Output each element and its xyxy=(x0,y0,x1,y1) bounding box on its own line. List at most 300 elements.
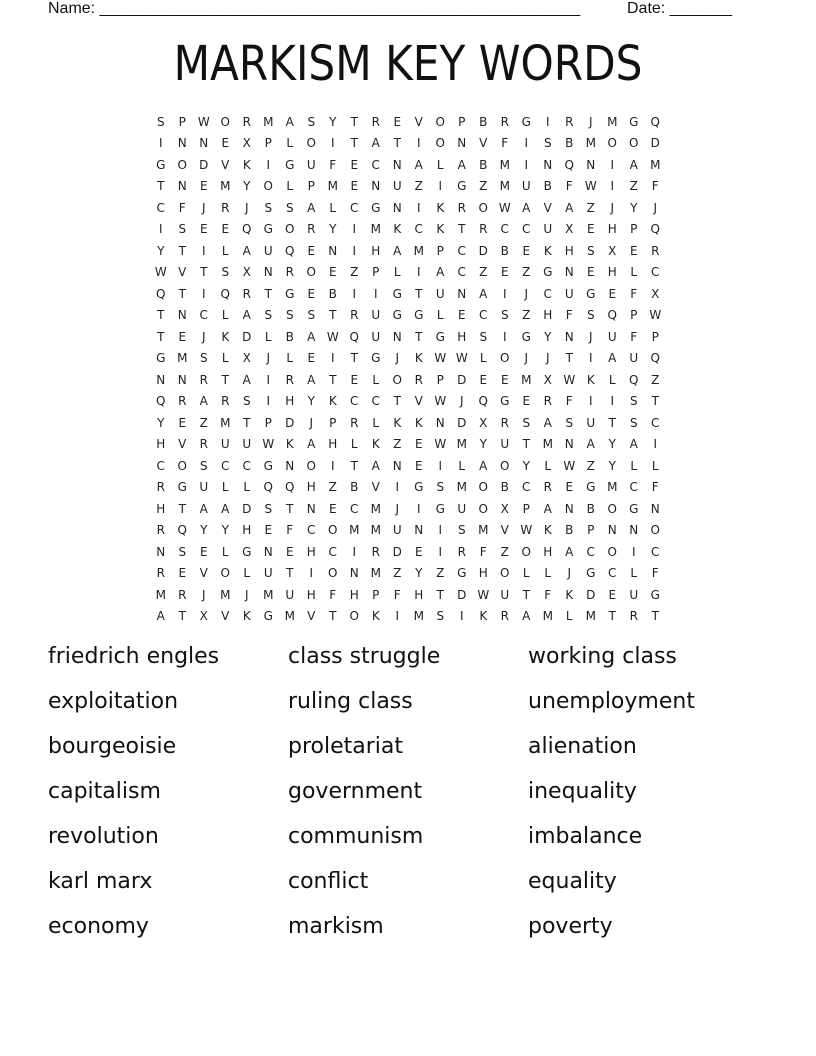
grid-letter: I xyxy=(438,179,443,194)
grid-letter: I xyxy=(610,157,615,172)
grid-letter: E xyxy=(608,286,617,301)
grid-letter: I xyxy=(438,523,443,538)
grid-letter: A xyxy=(479,286,488,301)
grid-letter: I xyxy=(395,609,400,624)
grid-letter: W xyxy=(649,308,662,323)
grid-row xyxy=(150,305,670,327)
grid-letter: N xyxy=(199,136,209,151)
grid-letter: C xyxy=(242,458,251,473)
grid-letter: T xyxy=(264,286,272,301)
grid-letter: Q xyxy=(564,157,574,172)
grid-letter: F xyxy=(544,587,552,602)
grid-letter: U xyxy=(242,437,252,452)
grid-letter: V xyxy=(178,437,187,452)
grid-letter: G xyxy=(392,286,402,301)
grid-letter: J xyxy=(201,587,206,602)
grid-letter: Q xyxy=(263,480,273,495)
grid-letter: U xyxy=(629,351,639,366)
grid-letter: G xyxy=(435,329,445,344)
grid-letter: T xyxy=(651,609,659,624)
grid-row xyxy=(150,412,670,434)
grid-letter: I xyxy=(266,372,271,387)
grid-letter: L xyxy=(565,609,573,624)
word-list-item: communism xyxy=(288,824,424,849)
grid-letter: G xyxy=(371,351,381,366)
grid-letter: G xyxy=(177,480,187,495)
grid-row xyxy=(150,240,670,262)
grid-letter: V xyxy=(414,114,423,129)
grid-letter: N xyxy=(607,523,617,538)
grid-letter: D xyxy=(650,136,660,151)
grid-letter: T xyxy=(157,308,165,323)
grid-letter: R xyxy=(178,394,187,409)
grid-letter: Q xyxy=(242,222,252,237)
grid-letter: S xyxy=(199,458,208,473)
grid-letter: P xyxy=(264,415,272,430)
grid-letter: G xyxy=(263,458,273,473)
grid-letter: A xyxy=(565,544,574,559)
grid-letter: I xyxy=(502,329,507,344)
grid-letter: L xyxy=(372,372,380,387)
grid-letter: D xyxy=(478,243,488,258)
grid-letter: E xyxy=(350,179,359,194)
grid-letter: O xyxy=(478,200,488,215)
grid-letter: T xyxy=(329,609,337,624)
grid-letter: P xyxy=(372,265,380,280)
grid-letter: A xyxy=(199,501,208,516)
grid-letter: N xyxy=(629,523,639,538)
grid-letter: J xyxy=(524,286,529,301)
grid-letter: O xyxy=(435,136,445,151)
grid-letter: E xyxy=(199,222,208,237)
grid-letter: E xyxy=(457,308,466,323)
grid-letter: V xyxy=(500,523,509,538)
grid-letter: N xyxy=(328,243,338,258)
grid-letter: Z xyxy=(199,415,208,430)
grid-row xyxy=(150,606,670,628)
grid-letter: L xyxy=(329,200,337,215)
grid-letter: B xyxy=(586,501,595,516)
grid-letter: X xyxy=(242,351,251,366)
grid-letter: N xyxy=(457,286,467,301)
grid-letter: G xyxy=(650,587,660,602)
grid-letter: B xyxy=(350,480,359,495)
grid-letter: U xyxy=(220,437,230,452)
grid-letter: I xyxy=(330,136,335,151)
grid-letter: R xyxy=(543,394,552,409)
grid-letter: I xyxy=(588,351,593,366)
grid-letter: F xyxy=(329,587,337,602)
grid-letter: K xyxy=(242,157,251,172)
grid-letter: M xyxy=(220,415,231,430)
grid-letter: Q xyxy=(607,308,617,323)
grid-letter: I xyxy=(588,394,593,409)
grid-letter: Q xyxy=(156,394,166,409)
grid-letter: D xyxy=(586,587,596,602)
grid-letter: J xyxy=(567,566,572,581)
grid-letter: F xyxy=(501,136,509,151)
grid-letter: M xyxy=(542,437,553,452)
grid-letter: H xyxy=(306,587,316,602)
grid-letter: T xyxy=(200,265,208,280)
grid-letter: U xyxy=(392,179,402,194)
grid-letter: G xyxy=(586,566,596,581)
grid-letter: L xyxy=(221,351,229,366)
grid-letter: Q xyxy=(650,222,660,237)
grid-letter: B xyxy=(328,286,337,301)
grid-letter: S xyxy=(285,308,294,323)
grid-letter: G xyxy=(629,501,639,516)
grid-letter: W xyxy=(434,394,447,409)
grid-letter: R xyxy=(371,114,380,129)
grid-letter: E xyxy=(221,136,230,151)
grid-letter: P xyxy=(458,114,466,129)
grid-letter: K xyxy=(371,437,380,452)
grid-letter: E xyxy=(307,286,316,301)
grid-letter: A xyxy=(436,265,445,280)
grid-letter: T xyxy=(393,394,401,409)
grid-letter: Z xyxy=(586,200,595,215)
grid-letter: M xyxy=(370,501,381,516)
word-list-item: poverty xyxy=(528,914,613,939)
grid-letter: D xyxy=(457,372,467,387)
grid-letter: T xyxy=(522,587,530,602)
grid-letter: M xyxy=(499,157,510,172)
grid-letter: J xyxy=(244,200,249,215)
word-list-item: ruling class xyxy=(288,689,413,714)
grid-letter: R xyxy=(221,394,230,409)
grid-letter: Q xyxy=(629,372,639,387)
grid-letter: T xyxy=(415,329,423,344)
grid-letter: J xyxy=(266,351,271,366)
grid-letter: I xyxy=(438,544,443,559)
grid-letter: M xyxy=(327,179,338,194)
grid-letter: P xyxy=(630,308,638,323)
grid-letter: W xyxy=(434,437,447,452)
grid-letter: T xyxy=(157,329,165,344)
grid-letter: Z xyxy=(651,372,660,387)
grid-letter: B xyxy=(565,523,574,538)
grid-letter: N xyxy=(435,415,445,430)
grid-letter: P xyxy=(178,114,186,129)
grid-letter: T xyxy=(286,501,294,516)
grid-row xyxy=(150,197,670,219)
grid-letter: C xyxy=(156,200,165,215)
grid-letter: S xyxy=(307,308,316,323)
grid-letter: G xyxy=(156,157,166,172)
grid-letter: K xyxy=(221,329,230,344)
grid-letter: N xyxy=(564,329,574,344)
grid-letter: O xyxy=(220,114,230,129)
grid-letter: H xyxy=(543,544,553,559)
grid-letter: J xyxy=(244,587,249,602)
grid-letter: B xyxy=(565,136,574,151)
grid-row xyxy=(150,111,670,133)
grid-letter: G xyxy=(414,480,424,495)
grid-letter: P xyxy=(522,501,530,516)
grid-letter: F xyxy=(565,394,573,409)
grid-letter: A xyxy=(371,458,380,473)
grid-letter: K xyxy=(393,415,402,430)
word-list-item: class struggle xyxy=(288,644,441,669)
grid-letter: M xyxy=(263,587,274,602)
grid-letter: D xyxy=(242,329,252,344)
grid-letter: A xyxy=(522,609,531,624)
grid-letter: H xyxy=(328,437,338,452)
grid-letter: J xyxy=(653,200,658,215)
grid-letter: D xyxy=(242,501,252,516)
grid-letter: W xyxy=(154,265,167,280)
grid-letter: G xyxy=(263,609,273,624)
grid-letter: W xyxy=(498,200,511,215)
grid-letter: S xyxy=(264,308,273,323)
grid-letter: S xyxy=(629,394,638,409)
grid-letter: I xyxy=(438,458,443,473)
grid-letter: M xyxy=(456,437,467,452)
grid-letter: E xyxy=(221,222,230,237)
grid-letter: P xyxy=(372,587,380,602)
grid-letter: A xyxy=(522,200,531,215)
grid-letter: C xyxy=(629,480,638,495)
grid-letter: K xyxy=(393,222,402,237)
grid-letter: R xyxy=(156,480,165,495)
grid-letter: J xyxy=(459,394,464,409)
grid-letter: A xyxy=(393,243,402,258)
grid-letter: A xyxy=(199,394,208,409)
grid-letter: U xyxy=(564,286,574,301)
grid-row xyxy=(150,369,670,391)
grid-letter: N xyxy=(414,523,424,538)
grid-letter: A xyxy=(307,437,316,452)
grid-letter: W xyxy=(455,351,468,366)
word-list-item: imbalance xyxy=(528,824,643,849)
word-list-item: capitalism xyxy=(48,779,161,804)
grid-letter: Q xyxy=(478,394,488,409)
grid-letter: T xyxy=(350,114,358,129)
grid-letter: I xyxy=(416,501,421,516)
grid-row xyxy=(150,541,670,563)
grid-letter: I xyxy=(631,544,636,559)
grid-letter: T xyxy=(608,609,616,624)
grid-letter: T xyxy=(178,501,186,516)
grid-letter: H xyxy=(564,243,574,258)
grid-letter: E xyxy=(414,544,423,559)
grid-letter: F xyxy=(651,480,659,495)
grid-letter: V xyxy=(221,157,230,172)
grid-letter: A xyxy=(242,243,251,258)
grid-letter: F xyxy=(286,523,294,538)
grid-letter: W xyxy=(563,458,576,473)
grid-letter: C xyxy=(371,394,380,409)
grid-letter: C xyxy=(651,415,660,430)
grid-letter: I xyxy=(352,243,357,258)
grid-letter: M xyxy=(607,114,618,129)
grid-row xyxy=(150,219,670,241)
grid-letter: I xyxy=(201,286,206,301)
grid-letter: H xyxy=(156,501,166,516)
grid-letter: G xyxy=(500,394,510,409)
grid-letter: E xyxy=(522,243,531,258)
grid-letter: L xyxy=(651,458,659,473)
grid-letter: C xyxy=(479,308,488,323)
grid-letter: R xyxy=(307,222,316,237)
grid-letter: J xyxy=(395,351,400,366)
grid-letter: N xyxy=(392,458,402,473)
grid-letter: L xyxy=(630,458,638,473)
grid-row xyxy=(150,283,670,305)
grid-letter: P xyxy=(264,136,272,151)
grid-letter: M xyxy=(499,179,510,194)
grid-letter: V xyxy=(221,609,230,624)
word-list-item: exploitation xyxy=(48,689,179,714)
grid-row xyxy=(150,348,670,370)
word-list-item: markism xyxy=(288,914,384,939)
grid-letter: E xyxy=(565,480,574,495)
grid-letter: N xyxy=(177,136,187,151)
grid-letter: I xyxy=(653,437,658,452)
grid-letter: N xyxy=(392,157,402,172)
grid-letter: S xyxy=(586,243,595,258)
grid-letter: B xyxy=(285,329,294,344)
grid-letter: C xyxy=(307,523,316,538)
grid-letter: W xyxy=(520,523,533,538)
grid-letter: F xyxy=(393,587,401,602)
grid-letter: M xyxy=(585,136,596,151)
grid-letter: A xyxy=(565,200,574,215)
grid-letter: H xyxy=(457,329,467,344)
grid-letter: B xyxy=(479,114,488,129)
grid-letter: O xyxy=(306,458,316,473)
grid-letter: U xyxy=(543,222,553,237)
grid-letter: K xyxy=(436,222,445,237)
grid-letter: K xyxy=(414,351,423,366)
grid-letter: B xyxy=(500,243,509,258)
grid-letter: F xyxy=(651,566,659,581)
grid-letter: C xyxy=(522,480,531,495)
grid-letter: H xyxy=(242,523,252,538)
grid-row xyxy=(150,498,670,520)
grid-letter: L xyxy=(458,458,466,473)
grid-letter: I xyxy=(330,458,335,473)
grid-letter: S xyxy=(479,329,488,344)
grid-letter: I xyxy=(610,179,615,194)
grid-letter: T xyxy=(565,351,573,366)
grid-letter: T xyxy=(286,566,294,581)
grid-row xyxy=(150,176,670,198)
grid-letter: I xyxy=(158,136,163,151)
grid-letter: I xyxy=(610,394,615,409)
grid-letter: G xyxy=(371,200,381,215)
grid-letter: R xyxy=(199,437,208,452)
grid-letter: I xyxy=(158,222,163,237)
grid-letter: L xyxy=(544,566,552,581)
grid-letter: L xyxy=(436,157,444,172)
grid-letter: M xyxy=(349,523,360,538)
grid-letter: T xyxy=(178,243,186,258)
grid-letter: V xyxy=(178,265,187,280)
grid-letter: L xyxy=(221,308,229,323)
grid-letter: A xyxy=(543,501,552,516)
grid-letter: S xyxy=(242,394,251,409)
grid-letter: D xyxy=(199,157,209,172)
grid-letter: E xyxy=(586,265,595,280)
grid-letter: G xyxy=(457,566,467,581)
grid-letter: R xyxy=(500,609,509,624)
grid-letter: A xyxy=(285,114,294,129)
grid-letter: L xyxy=(630,265,638,280)
grid-letter: O xyxy=(177,458,187,473)
word-list-item: conflict xyxy=(288,869,369,894)
grid-letter: R xyxy=(500,114,509,129)
grid-letter: V xyxy=(543,200,552,215)
grid-letter: M xyxy=(263,114,274,129)
grid-letter: T xyxy=(329,372,337,387)
grid-letter: J xyxy=(588,114,593,129)
grid-letter: G xyxy=(242,544,252,559)
grid-letter: E xyxy=(414,458,423,473)
grid-letter: Z xyxy=(328,480,337,495)
grid-letter: Z xyxy=(479,265,488,280)
grid-letter: Y xyxy=(221,523,229,538)
grid-letter: H xyxy=(414,587,424,602)
grid-letter: K xyxy=(436,200,445,215)
grid-letter: S xyxy=(178,544,187,559)
grid-letter: O xyxy=(500,351,510,366)
grid-letter: F xyxy=(630,329,638,344)
grid-letter: S xyxy=(436,609,445,624)
grid-letter: S xyxy=(307,114,316,129)
grid-letter: P xyxy=(436,372,444,387)
grid-letter: V xyxy=(199,566,208,581)
grid-letter: I xyxy=(416,200,421,215)
grid-letter: U xyxy=(371,308,381,323)
grid-letter: S xyxy=(285,200,294,215)
grid-letter: H xyxy=(349,587,359,602)
grid-letter: T xyxy=(350,458,358,473)
grid-letter: O xyxy=(629,136,639,151)
grid-letter: N xyxy=(650,501,660,516)
grid-letter: Z xyxy=(393,566,402,581)
grid-letter: O xyxy=(500,566,510,581)
grid-letter: S xyxy=(543,136,552,151)
grid-letter: C xyxy=(350,200,359,215)
grid-letter: X xyxy=(543,372,552,387)
grid-letter: L xyxy=(393,265,401,280)
grid-letter: N xyxy=(285,458,295,473)
grid-letter: E xyxy=(328,265,337,280)
grid-letter: C xyxy=(156,458,165,473)
grid-letter: R xyxy=(479,222,488,237)
grid-letter: T xyxy=(651,394,659,409)
grid-letter: B xyxy=(479,157,488,172)
grid-letter: K xyxy=(285,437,294,452)
grid-letter: A xyxy=(629,157,638,172)
grid-letter: N xyxy=(392,200,402,215)
grid-row xyxy=(150,391,670,413)
grid-letter: M xyxy=(284,609,295,624)
grid-letter: I xyxy=(330,351,335,366)
grid-letter: U xyxy=(285,587,295,602)
grid-letter: E xyxy=(500,372,509,387)
grid-letter: N xyxy=(177,179,187,194)
grid-letter: K xyxy=(414,415,423,430)
grid-letter: Y xyxy=(608,458,616,473)
grid-letter: H xyxy=(285,394,295,409)
grid-letter: N xyxy=(564,437,574,452)
grid-letter: V xyxy=(414,394,423,409)
grid-letter: J xyxy=(545,351,550,366)
grid-letter: I xyxy=(266,157,271,172)
